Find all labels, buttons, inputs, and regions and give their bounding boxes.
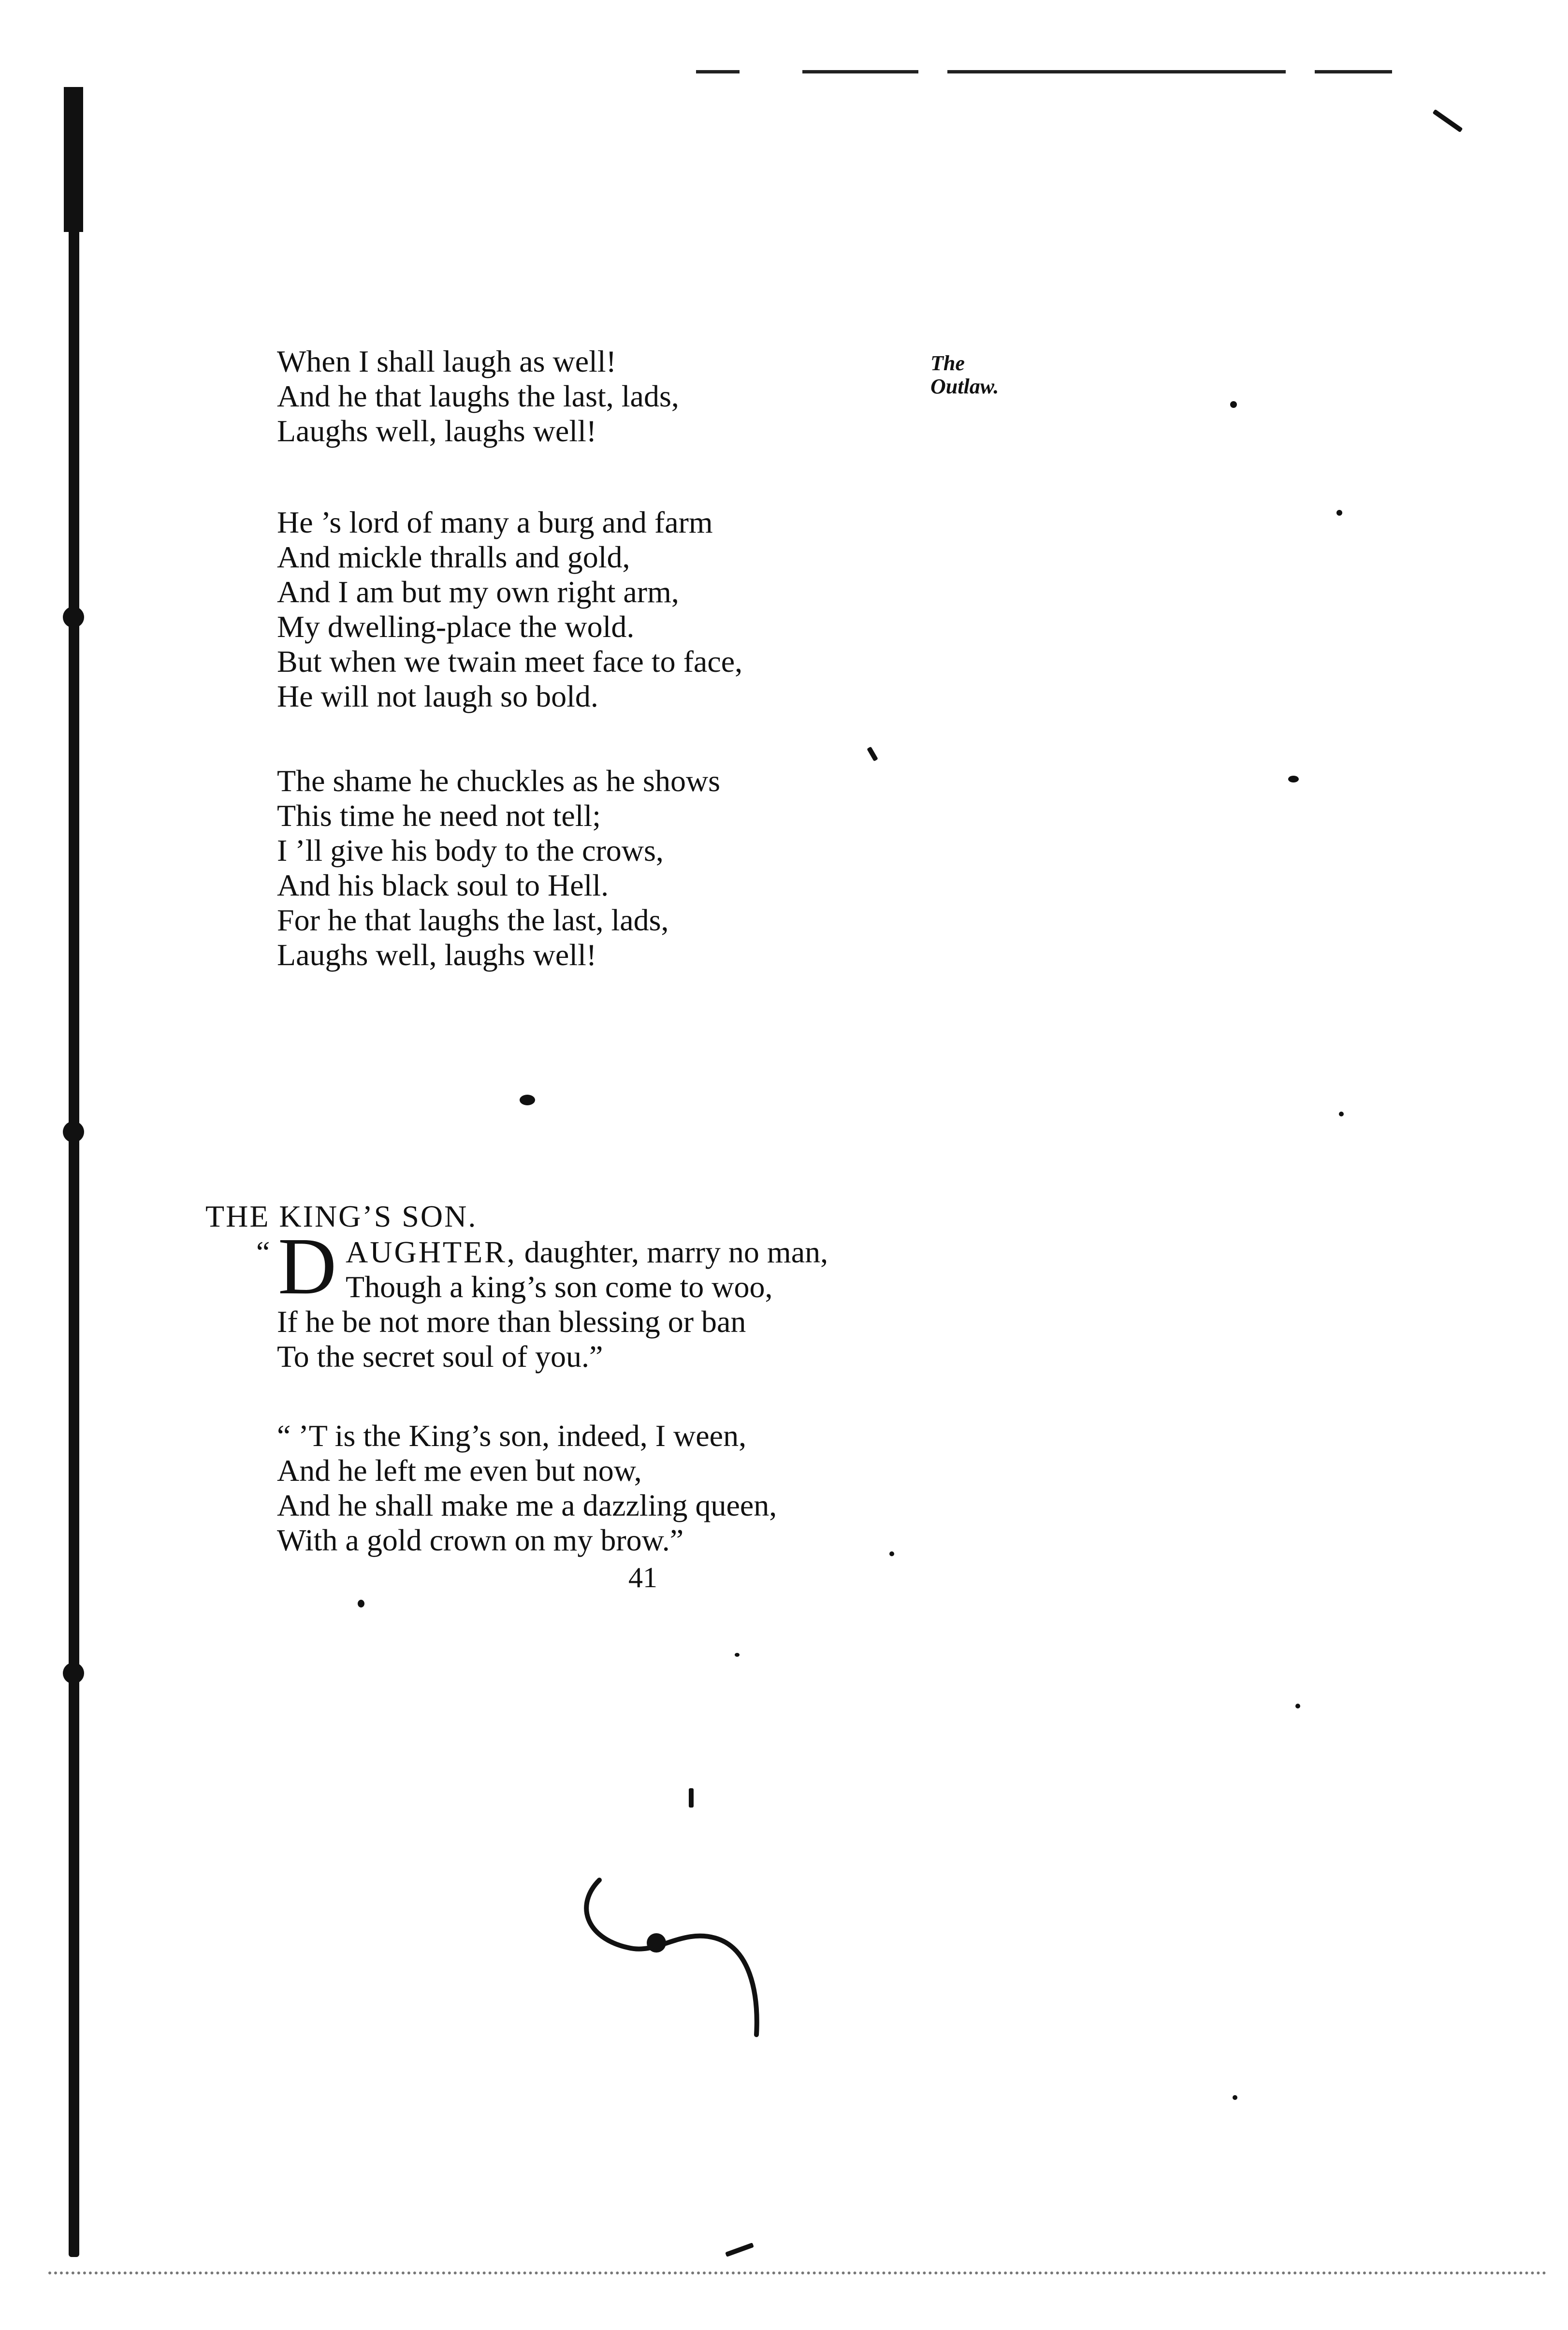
verse-line: And I am but my own right arm, (277, 575, 679, 609)
scan-smudge (947, 70, 1286, 73)
stanza (277, 764, 720, 972)
verse-line: With a gold crown on my brow.” (277, 1523, 684, 1557)
scan-speck (867, 747, 878, 762)
verse-line: He will not laugh so bold. (277, 679, 598, 713)
ink-curl-mark (570, 1875, 773, 2049)
verse-line: And his black soul to Hell. (277, 868, 609, 902)
stanza (277, 1418, 777, 1558)
verse-line: And he that laughs the last, lads, (277, 379, 679, 413)
scan-speck (889, 1551, 894, 1556)
scan-smudge (802, 70, 918, 73)
sidenote (930, 352, 999, 398)
opening-quote: “ (256, 1235, 270, 1269)
verse-line: I ’ll give his body to the crows, (277, 833, 664, 868)
stanza (277, 505, 742, 714)
verse-line: My dwelling-place the wold. (277, 609, 635, 644)
binding-edge-top (64, 87, 83, 232)
verse-line: For he that laughs the last, lads, (277, 903, 669, 937)
verse-line: And he left me even but now, (277, 1453, 642, 1488)
verse-line: If he be not more than blessing or ban (277, 1304, 746, 1339)
scan-speck (1432, 109, 1463, 132)
verse-line: “ ’T is the King’s son, indeed, I ween, (277, 1418, 747, 1453)
verse-line (346, 1235, 828, 1270)
verse-line: To the secret soul of you.” (277, 1339, 603, 1374)
scan-speck (70, 1878, 75, 1882)
scan-speck (1295, 1704, 1300, 1708)
binding-edge (69, 227, 79, 2257)
verse-line: The shame he chuckles as he shows (277, 764, 721, 798)
scan-speck (735, 1653, 740, 1657)
verse-line: But when we twain meet face to face, (277, 644, 743, 679)
verse-line: This time he need not tell; (277, 798, 601, 833)
verse-line: And mickle thralls and gold, (277, 540, 630, 574)
stanza (277, 344, 679, 449)
verse-line-rest: daughter, marry no man, (516, 1235, 828, 1269)
drop-cap: D (278, 1221, 337, 1311)
stanza (277, 1304, 746, 1374)
verse-line: He ’s lord of many a burg and farm (277, 505, 713, 539)
scan-speck (725, 2243, 754, 2257)
scan-smudge (1315, 70, 1392, 73)
scan-speck (689, 1788, 694, 1808)
binding-knot (63, 1121, 84, 1143)
scan-speck (1230, 401, 1237, 408)
poem-title: THE KING’S SON. (205, 1199, 478, 1233)
scan-speck (520, 1095, 535, 1105)
scan-speck (1336, 510, 1342, 516)
scan-speck (1288, 776, 1299, 782)
verse-line: And he shall make me a dazzling queen, (277, 1488, 777, 1522)
verse-line: Laughs well, laughs well! (277, 414, 597, 448)
scan-smudge (696, 70, 740, 73)
scan-speck (1339, 1112, 1344, 1116)
scan-speck (1233, 2095, 1237, 2100)
page-number: 41 (628, 1562, 657, 1593)
sidenote-line: Outlaw. (930, 375, 999, 398)
scan-dots (48, 2272, 1547, 2274)
sidenote-line: The (930, 351, 965, 375)
binding-knot (63, 1663, 84, 1684)
verse-line: When I shall laugh as well! (277, 344, 616, 378)
verse-line: Though a king’s son come to woo, (346, 1270, 773, 1304)
verse-line: Laughs well, laughs well! (277, 938, 597, 972)
binding-knot (63, 607, 84, 628)
scan-speck (358, 1600, 364, 1607)
small-caps-word: AUGHTER, (346, 1235, 517, 1269)
